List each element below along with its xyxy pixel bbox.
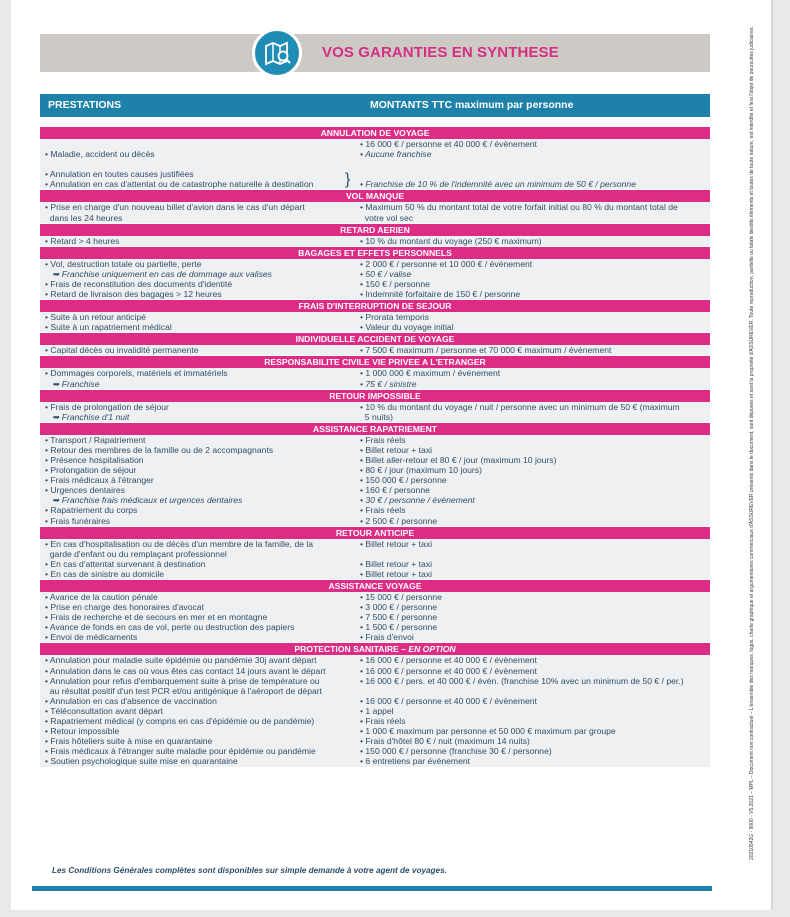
prestation-column (40, 539, 355, 579)
below-page-area (0, 910, 790, 917)
prestation-line: • Présence hospitalisation (45, 454, 144, 465)
prestation-line: • En cas d'hospitalisation ou de décès d'un membre de la famille, de la (45, 538, 314, 549)
prestation-line: • Prise en charge des honoraires d'avocat (45, 602, 204, 613)
montant-line: • Maximum 50 % du montant total de votre forfait initial ou 80 % du montant total de (360, 202, 678, 213)
prestation-column (40, 202, 355, 222)
prestation-column (40, 592, 355, 642)
montant-line (360, 686, 710, 696)
prestation-line: • Annulation en cas d'absence de vaccination (45, 695, 217, 706)
side-legal-text: 20210542G - 9000 - V5.2021 – MPL – Document non contractuel – L'ensemble des marques, logos, charte graphique et argumentaires commerciaux d'ASSUREVER présents dans le document, sont déposés et sont la propriété d'ASSUREVER. Toute reproduction, partielle ou totale desdits éléments et toutes de toute nature, est interdite et fera l'objet de poursuites judiciaires. (749, 26, 755, 860)
prestation-line: • Annulation pour maladie suite épidémie ou pandémie 30j avant départ (45, 655, 317, 666)
section-body (40, 345, 710, 355)
montant-line (360, 159, 710, 169)
section-title (40, 224, 710, 236)
prestation-line: garde d'enfant ou du remplaçant professionnel (45, 548, 227, 559)
section-title (40, 643, 710, 655)
prestation-line: • Vol, destruction totale ou partielle, perte (45, 258, 202, 269)
montant-line: • Billet retour + taxi (360, 558, 433, 569)
page-title: VOS GARANTIES EN SYNTHESE (322, 44, 559, 61)
montant-line: • 16 000 € / personne et 40 000 € / évènement (360, 655, 537, 666)
prestation-line: • Capital décès ou invalidité permanente (45, 345, 199, 356)
section-body (40, 236, 710, 246)
montant-column (355, 539, 710, 579)
section-title (40, 300, 710, 312)
section-title-text: ASSISTANCE RAPATRIEMENT (312, 423, 438, 434)
prestation-line: • Frais funéraires (45, 515, 111, 526)
prestation-line: ➥ Franchise uniquement en cas de dommage aux valises (45, 268, 272, 279)
prestation-line (45, 159, 355, 169)
page-edge (771, 0, 773, 910)
prestation-line: • Maladie, accident ou décès (45, 149, 155, 160)
section-body (40, 435, 710, 526)
section-title-text: INDIVIDUELLE ACCIDENT DE VOYAGE (295, 334, 455, 345)
montant-line: • Frais d'envoi (360, 632, 414, 643)
section-title-option: EN OPTION (408, 644, 456, 655)
montant-line: • 2 500 € / personne (360, 515, 438, 526)
prestation-column (40, 402, 355, 422)
prestation-line: • Suite à un retour anticipé (45, 312, 146, 323)
prestation-line: • Retard de livraison des bagages > 12 heures (45, 289, 222, 300)
montant-line: votre vol sec (360, 212, 414, 223)
section-title-text: ANNULATION DE VOYAGE (320, 128, 430, 138)
montant-line: • Frais réels (360, 505, 406, 516)
prestation-line: • Prolongation de séjour (45, 465, 137, 476)
montant-line: 5 nuits) (360, 411, 393, 422)
montant-column (355, 202, 710, 222)
montant-column (355, 139, 710, 189)
montant-line: • Indemnité forfaitaire de 150 € / personne (360, 289, 521, 300)
montant-line: • 160 € / personne (360, 485, 430, 496)
prestation-line: • Suite à un rapatriement médical (45, 322, 172, 333)
section-title (40, 190, 710, 202)
section-title-text: RETOUR ANTICIPE (335, 527, 415, 538)
prestation-column (40, 259, 355, 299)
section-title-text: VOL MANQUE (345, 191, 405, 202)
prestation-line (45, 139, 355, 149)
section-body (40, 368, 710, 388)
montant-column (355, 435, 710, 526)
section-title-text: FRAIS D'INTERRUPTION DE SEJOUR (298, 301, 452, 312)
prestation-line: au résultat positif d'un test PCR et/ou antigénique à l'aéroport de départ (45, 685, 323, 696)
prestation-line: • En cas d'attentat survenant à destination (45, 558, 206, 569)
column-header (40, 94, 710, 117)
section-body (40, 139, 710, 189)
montant-line: • Frais réels (360, 434, 406, 445)
section-title (40, 356, 710, 368)
prestation-line: • Soutien psychologique suite mise en quarantaine (45, 756, 238, 767)
montant-line: • 150 000 € / personne (360, 475, 447, 486)
section-body (40, 655, 710, 766)
montant-line: • 10 % du montant du voyage (250 € maximum) (360, 235, 542, 246)
montant-line: • 7 500 € / personne (360, 612, 438, 623)
montant-line: • 1 appel (360, 705, 394, 716)
montant-line: • 1 500 € / personne (360, 622, 438, 633)
prestation-line: • Dommages corporels, matériels et immatériels (45, 368, 228, 379)
montant-column (355, 402, 710, 422)
prestation-column (40, 655, 355, 766)
column-header-montants: MONTANTS TTC maximum par personne (370, 99, 574, 111)
montant-column (355, 312, 710, 332)
prestation-column (40, 368, 355, 388)
prestation-line: • Annulation pour refus d'embarquement suite à prise de température ou (45, 675, 320, 686)
section-body (40, 402, 710, 422)
prestation-column (40, 139, 355, 189)
prestation-line: • Frais de prolongation de séjour (45, 401, 169, 412)
prestation-line: • Retour des membres de la famille ou de 2 accompagnants (45, 444, 273, 455)
montant-line: • 1 000 € maximum par personne et 50 000 € maximum par groupe (360, 726, 616, 737)
bottom-rule (32, 886, 712, 891)
prestation-line: • Téléconsultation avant départ (45, 705, 163, 716)
prestation-line: • Envoi de médicaments (45, 632, 138, 643)
montant-line: • 150 € / personne (360, 278, 430, 289)
prestation-line: • Annulation en toutes causes justifiées (45, 169, 194, 180)
prestation-line: • Avance de la caution pénale (45, 592, 158, 602)
section-title (40, 423, 710, 435)
montant-line (360, 169, 710, 179)
montant-line: • Frais d'hôtel 80 € / nuit (maximum 14 nuits) (360, 736, 530, 747)
montant-line: • Billet retour + taxi (360, 444, 433, 455)
section-body (40, 312, 710, 332)
montant-line: • 16 000 € / personne et 40 000 € / évènement (360, 665, 537, 676)
section-title-text: RESPONSABILITE CIVILE VIE PRIVEE A L'ETRANGER (264, 357, 486, 368)
prestation-line: dans les 24 heures (45, 212, 123, 223)
prestation-line: • Rapatriement du corps (45, 505, 138, 516)
prestation-line: • Frais médicaux à l'étranger suite maladie pour épidémie ou pandémie (45, 746, 316, 757)
montant-line: • 75 € / sinistre (360, 378, 417, 389)
montant-column (355, 592, 710, 642)
montant-line: • 3 000 € / personne (360, 602, 438, 613)
prestation-line: • Avance de fonds en cas de vol, perte ou destruction des papiers (45, 622, 295, 633)
prestation-line: • Prise en charge d'un nouveau billet d'avion dans le cas d'un départ (45, 202, 305, 213)
montant-line: • 150 000 € / personne (franchise 30 € / personne) (360, 746, 552, 757)
section-body (40, 539, 710, 579)
prestation-line: • Frais de reconstitution des documents d'identité (45, 278, 233, 289)
montant-column (355, 368, 710, 388)
montant-line: • 16 000 € / pers. et 40 000 € / évèn. (franchise 10% avec un minimum de 50 € / per.) (360, 675, 684, 686)
prestation-line: ➥ Franchise (45, 378, 100, 389)
prestation-column (40, 345, 355, 355)
prestation-column (40, 435, 355, 526)
montant-column (355, 345, 710, 355)
prestation-line: • Urgences dentaires (45, 485, 125, 496)
brace-symbol: } (345, 171, 351, 188)
montant-column (355, 655, 710, 766)
montant-line: • 6 entretiens par évènement (360, 756, 471, 767)
montant-line: • 16 000 € / personne et 40 000 € / évènement (360, 139, 537, 149)
column-header-prestations: PRESTATIONS (48, 99, 122, 111)
montant-line: • Aucune franchise (360, 149, 432, 160)
montant-line: • 15 000 € / personne (360, 592, 442, 602)
montant-column (355, 259, 710, 299)
prestation-column (40, 236, 355, 246)
section-title-text: BAGAGES ET EFFETS PERSONNELS (298, 247, 452, 258)
section-title (40, 527, 710, 539)
section-title (40, 580, 710, 592)
prestation-line: • En cas de sinistre au domicile (45, 568, 165, 579)
guarantee-table (40, 126, 710, 767)
prestation-line: ➥ Franchise frais médicaux et urgences dentaires (45, 495, 243, 506)
section-body (40, 259, 710, 299)
section-title (40, 390, 710, 402)
montant-line: • 1 000 000 € maximum / évènement (360, 368, 501, 379)
prestation-line: • Frais hôteliers suite à mise en quarantaine (45, 736, 213, 747)
footnote: Les Conditions Générales complètes sont disponibles sur simple demande à votre agent de voyages. (52, 866, 447, 875)
section-title (40, 127, 710, 139)
montant-line: • Valeur du voyage initial (360, 322, 454, 333)
prestation-column (40, 312, 355, 332)
montant-line: • 16 000 € / personne et 40 000 € / évènement (360, 695, 537, 706)
prestation-line: • Retour impossible (45, 726, 120, 737)
section-title-text: RETOUR IMPOSSIBLE (329, 390, 421, 401)
prestation-line: • Annulation en cas d'attentat ou de catastrophe naturelle à destination (45, 179, 314, 190)
map-search-icon (252, 28, 302, 78)
montant-line: • Billet aller-retour et 80 € / jour (maximum 10 jours) (360, 454, 557, 465)
section-title (40, 247, 710, 259)
section-title-text: RETARD AERIEN (340, 224, 410, 235)
prestation-line: • Rapatriement médical (y compris en cas d'épidémie ou de pandémie) (45, 716, 315, 727)
montant-line: • 7 500 € maximum / personne et 70 000 € maximum / évènement (360, 345, 612, 356)
montant-line: • 50 € / valise (360, 268, 412, 279)
montant-line: • Frais réels (360, 716, 406, 727)
section-title-text: ASSISTANCE VOYAGE (328, 581, 422, 591)
montant-line: • 30 € / personne / évènement (360, 495, 475, 506)
montant-line (360, 549, 710, 559)
montant-line: • Billet retour + taxi (360, 568, 433, 579)
prestation-line: • Frais de recherche et de secours en mer et en montagne (45, 612, 268, 623)
montant-line: • 2 000 € / personne et 10 000 € / évènement (360, 258, 533, 269)
prestation-line: • Transport / Rapatriement (45, 434, 146, 445)
side-legal-note (735, 26, 755, 860)
montant-line: • Prorata temporis (360, 312, 429, 323)
montant-line: • 10 % du montant du voyage / nuit / personne avec un minimum de 50 € (maximum (360, 401, 680, 412)
montant-line: • Franchise de 10 % de l'indemnité avec un minimum de 50 € / personne (360, 179, 636, 190)
section-body (40, 202, 710, 222)
prestation-line: • Retard > 4 heures (45, 235, 120, 246)
section-title (40, 333, 710, 345)
section-body (40, 592, 710, 642)
montant-line: • 80 € / jour (maximum 10 jours) (360, 465, 482, 476)
prestation-line: ➥ Franchise d'1 nuit (45, 411, 130, 422)
section-title-text: PROTECTION SANITAIRE – (294, 644, 409, 655)
montant-column (355, 236, 710, 246)
montant-line: • Billet retour + taxi (360, 538, 433, 549)
prestation-line: • Frais médicaux à l'étranger (45, 475, 154, 486)
prestation-line: • Annulation dans le cas où vous êtes cas contact 14 jours avant le départ (45, 665, 326, 676)
